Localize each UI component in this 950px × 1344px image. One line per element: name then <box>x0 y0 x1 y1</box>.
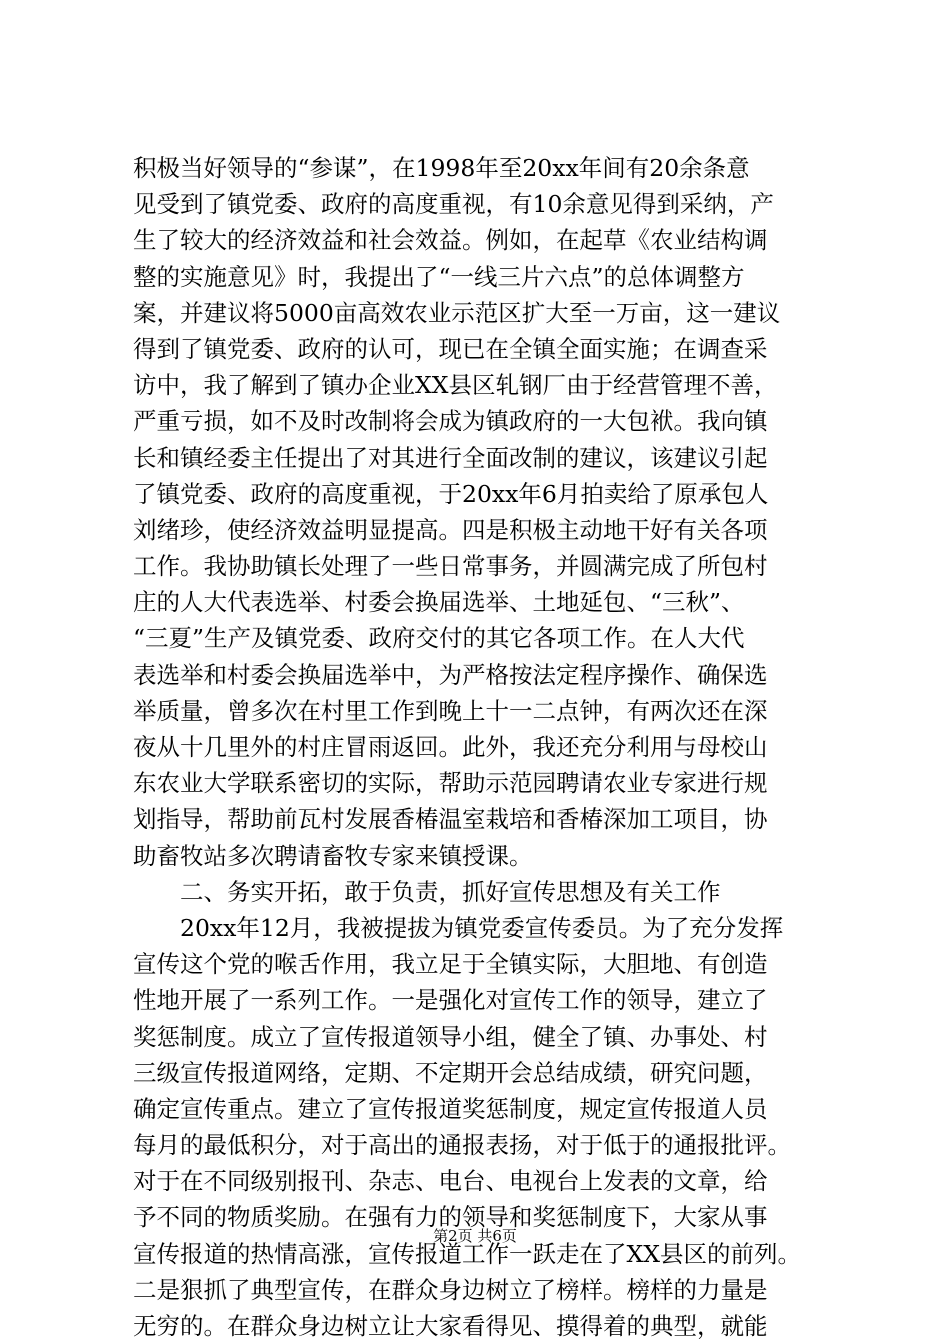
text-line: 宣传报道的热情高涨，宣传报道工作一跃走在了XX县区的前列。 <box>133 1239 801 1268</box>
text-line: 划指导，帮助前瓦村发展香椿温室栽培和香椿深加工项目，协 <box>133 805 768 834</box>
text-line: 长和镇经委主任提出了对其进行全面改制的建议，该建议引起 <box>133 443 768 472</box>
text-line: 举质量，曾多次在村里工作到晚上十一二点钟，有两次还在深 <box>133 696 768 725</box>
text-line: 每月的最低积分，对于高出的通报表扬，对于低于的通报批评。 <box>133 1131 791 1160</box>
text-line: 20xx年12月，我被提拔为镇党委宣传委员。为了充分发挥 <box>133 913 784 942</box>
text-line: 予不同的物质奖励。在强有力的领导和奖惩制度下，大家从事 <box>133 1203 768 1232</box>
text-line: 积极当好领导的“参谋”，在1998年至20xx年间有20余条意 <box>133 154 750 182</box>
text-line: 无穷的。在群众身边树立让大家看得见、摸得着的典型，就能 <box>133 1312 768 1340</box>
text-line: 表选举和村委会换届选举中，为严格按法定程序操作、确保选 <box>133 660 768 689</box>
text-line: 性地开展了一系列工作。一是强化对宣传工作的领导，建立了 <box>133 986 768 1015</box>
text-line: 见受到了镇党委、政府的高度重视，有10余意见得到采纳，产 <box>133 190 774 219</box>
text-line: 确定宣传重点。建立了宣传报道奖惩制度，规定宣传报道人员 <box>133 1094 768 1123</box>
text-line: 夜从十几里外的村庄冒雨返回。此外，我还充分利用与母校山 <box>133 733 768 761</box>
text-line: 访中，我了解到了镇办企业XX县区轧钢厂由于经营管理不善， <box>133 371 778 400</box>
text-line: 宣传这个党的喉舌作用，我立足于全镇实际，大胆地、有创造 <box>133 950 768 979</box>
text-line: 得到了镇党委、政府的认可，现已在全镇全面实施；在调查采 <box>133 334 768 363</box>
text-line: 了镇党委、政府的高度重视，于20xx年6月拍卖给了原承包人 <box>133 479 769 508</box>
text-line: 庄的人大代表选举、村委会换届选举、土地延包、“三秋”、 <box>133 588 745 617</box>
text-line: 东农业大学联系密切的实际，帮助示范园聘请农业专家进行规 <box>133 769 768 798</box>
document-body <box>133 150 833 1344</box>
page-number-footer: 第2页 共6页 <box>433 1227 517 1245</box>
text-line: 生了较大的经济效益和社会效益。例如，在起草《农业结构调 <box>133 226 768 255</box>
text-line: 助畜牧站多次聘请畜牧专家来镇授课。 <box>133 841 533 870</box>
text-line: 工作。我协助镇长处理了一些日常事务，并圆满完成了所包村 <box>133 552 768 581</box>
text-line: 严重亏损，如不及时改制将会成为镇政府的一大包袱。我向镇 <box>133 407 768 436</box>
text-line: 对于在不同级别报刊、杂志、电台、电视台上发表的文章，给 <box>133 1167 768 1196</box>
section-heading: 二、务实开拓，敢于负责，抓好宣传思想及有关工作 <box>133 877 721 906</box>
text-line: 奖惩制度。成立了宣传报道领导小组，健全了镇、办事处、村 <box>133 1022 768 1051</box>
text-line: 案，并建议将5000亩高效农业示范区扩大至一万亩，这一建议 <box>133 298 781 327</box>
text-line: 整的实施意见》时，我提出了“一线三片六点”的总体调整方 <box>133 262 745 291</box>
text-line: “三夏”生产及镇党委、政府交付的其它各项工作。在人大代 <box>133 624 745 653</box>
text-line: 刘绪珍，使经济效益明显提高。四是积极主动地干好有关各项 <box>133 515 768 544</box>
text-line: 三级宣传报道网络，定期、不定期开会总结成绩，研究问题， <box>133 1058 768 1087</box>
text-line: 二是狠抓了典型宣传，在群众身边树立了榜样。榜样的力量是 <box>133 1275 768 1304</box>
